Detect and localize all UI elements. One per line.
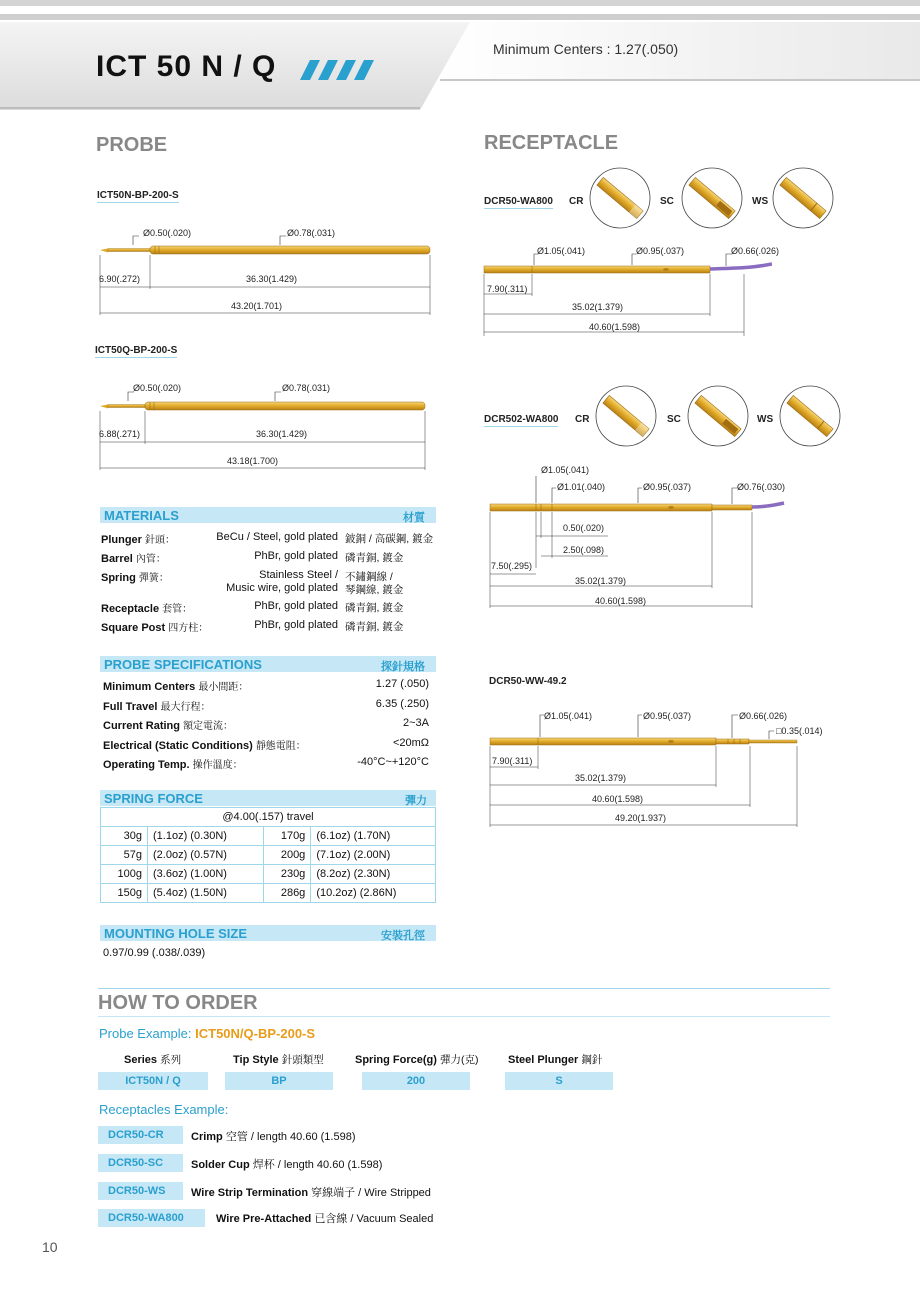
spring-title-cn: 彈力 [405,795,427,807]
stripes-icon [300,58,380,82]
tip-label-ws: WS [752,196,769,207]
how-to-order-title: HOW TO ORDER [98,992,258,1014]
order-steel-plunger-value: S [505,1072,613,1090]
probe-total-length: 43.20(1.701) [231,301,283,311]
spec-label: Full Travel 最大行程： [103,701,211,713]
tip-solder-cup-detail-icon [680,166,744,230]
table-cell: (7.1oz) (2.00N) [311,846,436,865]
tip-wire-strip-detail-icon [778,384,842,448]
material-label: Barrel 內管： [101,553,166,565]
tip-wire-strip-detail-icon [771,166,835,230]
table-cell: (2.0oz) (0.57N) [148,846,264,865]
receptacle-step-2: 2.50(.098) [563,545,605,555]
receptacle-description: Wire Pre-Attached 已含線 / Vacuum Sealed [216,1213,434,1225]
table-cell: 286g [264,884,311,903]
receptacle-diameter-2: Ø0.95(.037) [636,246,685,256]
table-row [101,846,436,865]
material-label: Plunger 針頭： [101,534,176,546]
receptacle-section-title: RECEPTACLE [484,132,619,154]
receptacle-code: DCR50-WS [98,1182,183,1200]
table-row [101,884,436,903]
table-cell: 170g [264,827,311,846]
material-value-cn: 不鏽鋼線 / [345,571,393,583]
receptacle-code: DCR50-SC [98,1154,183,1172]
receptacle-length-4: 49.20(1.937) [615,813,667,823]
spec-value: 6.35 (.250) [375,698,429,710]
receptacle-diameter-1: Ø1.05(.041) [537,246,586,256]
order-column-header: Spring Force(g) 彈力(克) [355,1054,479,1066]
material-value: Stainless Steel / [259,569,338,581]
material-value: PhBr, gold plated [254,550,338,562]
square-post-size: □0.35(.014) [776,726,823,736]
receptacle-length-1: 7.90(.311) [487,284,528,294]
table-cell: 230g [264,865,311,884]
materials-title-cn: 材質 [403,512,425,524]
material-value-cn: 磷青銅, 鍍金 [345,552,404,564]
receptacle-length-2: 35.02(1.379) [572,302,624,312]
section-divider [98,988,830,989]
receptacle-length-3: 40.60(1.598) [595,596,647,606]
receptacle-diameter-2: Ø0.95(.037) [643,711,692,721]
table-cell: (8.2oz) (2.30N) [311,865,436,884]
spring-force-table [100,807,436,903]
mounting-title-cn: 安裝孔徑 [381,930,425,942]
receptacle-diameter-2: Ø0.95(.037) [643,482,692,492]
table-row [101,827,436,846]
probe-tip-diameter: Ø0.50(.020) [133,383,182,393]
probe-barrel-diameter: Ø0.78(.031) [287,228,336,238]
spec-value: 1.27 (.050) [375,678,429,690]
material-label: Receptacle 套管： [101,603,193,615]
order-column-header: Steel Plunger 鋼針 [508,1054,603,1066]
spec-label: Electrical (Static Conditions) 靜態電阻： [103,740,306,752]
spec-value: <20mΩ [392,737,429,749]
receptacle-diameter-1: Ø1.05(.041) [541,465,590,475]
probe-barrel-length: 36.30(1.429) [246,274,298,284]
receptacle-diameter-3: Ø0.66(.026) [731,246,780,256]
mounting-title: MOUNTING HOLE SIZE [104,926,247,941]
materials-title: MATERIALS [104,508,179,523]
receptacles-example: Receptacles Example: [99,1102,229,1117]
receptacle-drawing [488,705,808,830]
tip-label-sc: SC [667,414,681,425]
receptacle-diameter-3: Ø0.76(.030) [737,482,786,492]
receptacle-part-number: DCR502-WA800 [484,414,559,425]
receptacle-length-2: 35.02(1.379) [575,576,627,586]
receptacle-diameter-1b: Ø1.01(.040) [557,482,606,492]
material-value: PhBr, gold plated [254,619,338,631]
receptacle-length-2: 35.02(1.379) [575,773,627,783]
tip-label-cr: CR [569,196,584,207]
receptacle-length-1: 7.50(.295) [491,561,533,571]
receptacle-diameter-1: Ø1.05(.041) [544,711,593,721]
receptacle-description: Crimp 空管 / length 40.60 (1.598) [191,1131,356,1143]
material-value-cn: 磷青銅, 鍍金 [345,602,404,614]
material-value: PhBr, gold plated [254,600,338,612]
tip-label-sc: SC [660,196,674,207]
order-column-header: Tip Style 針頭類型 [233,1054,324,1066]
order-column-header: Series 系列 [124,1054,182,1066]
probe-barrel-length: 36.30(1.429) [256,429,308,439]
section-divider [98,1016,830,1017]
material-value-cn: 鈹銅 / 高碳鋼, 鍍金 [345,533,434,545]
mounting-hole-value: 0.97/0.99 (.038/.039) [103,947,206,959]
order-spring-force-value: 200 [362,1072,470,1090]
spec-label: Minimum Centers 最小間距： [103,681,249,693]
table-cell: (6.1oz) (1.70N) [311,827,436,846]
specs-title-cn: 探針規格 [381,661,425,673]
spring-travel: @4.00(.157) travel [101,808,436,827]
table-cell: (10.2oz) (2.86N) [311,884,436,903]
receptacle-diameter-3: Ø0.66(.026) [739,711,788,721]
table-cell: 150g [101,884,148,903]
probe-section-title: PROBE [96,134,168,156]
table-cell: (5.4oz) (1.50N) [148,884,264,903]
table-cell: (1.1oz) (0.30N) [148,827,264,846]
table-cell: 30g [101,827,148,846]
receptacle-drawing [488,476,788,611]
receptacle-part-number: DCR50-WW-49.2 [489,676,567,687]
tip-crimp-detail-icon [588,166,652,230]
probe-tip-length: 6.90(.272) [99,274,141,284]
table-cell: 100g [101,865,148,884]
spec-label: Operating Temp. 操作溫度： [103,759,243,771]
receptacle-length-3: 40.60(1.598) [589,322,641,332]
probe-part-number: ICT50Q-BP-200-S [95,345,178,356]
page-title: ICT 50 N / Q [96,50,277,83]
receptacle-length-1: 7.90(.311) [492,756,533,766]
material-label: Square Post 四方柱： [101,622,209,634]
material-value-cn: 磷青銅, 鍍金 [345,621,404,633]
spring-title: SPRING FORCE [104,791,203,806]
table-cell: (3.6oz) (1.00N) [148,865,264,884]
table-row [101,865,436,884]
receptacle-length-3: 40.60(1.598) [592,794,644,804]
spec-value: 2~3A [403,717,429,729]
receptacle-step-1: 0.50(.020) [563,523,605,533]
tip-label-cr: CR [575,414,590,425]
spec-label: Current Rating 額定電流： [103,720,234,732]
tip-crimp-detail-icon [594,384,658,448]
table-cell: 200g [264,846,311,865]
probe-total-length: 43.18(1.700) [227,456,279,466]
material-value-2: Music wire, gold plated [226,582,338,594]
material-label: Spring 彈簧： [101,572,169,584]
material-value: BeCu / Steel, gold plated [216,531,338,543]
material-value-2-cn: 琴鋼線, 鍍金 [345,584,404,596]
receptacle-description: Wire Strip Termination 穿線端子 / Wire Stripped [191,1187,431,1199]
receptacle-code: DCR50-WA800 [98,1209,205,1227]
receptacle-code: DCR50-CR [98,1126,183,1144]
order-tip-style-value: BP [225,1072,333,1090]
order-series-value: ICT50N / Q [98,1072,208,1090]
receptacle-description: Solder Cup 焊杯 / length 40.60 (1.598) [191,1159,383,1171]
tip-solder-cup-detail-icon [686,384,750,448]
page-number: 10 [42,1239,58,1255]
tip-label-ws: WS [757,414,774,425]
probe-barrel-diameter: Ø0.78(.031) [282,383,331,393]
probe-example: Probe Example: ICT50N/Q-BP-200-S [99,1026,316,1041]
probe-part-number: ICT50N-BP-200-S [97,190,179,201]
table-cell: 57g [101,846,148,865]
probe-tip-diameter: Ø0.50(.020) [143,228,192,238]
minimum-centers: Minimum Centers : 1.27(.050) [493,41,679,57]
specs-title: PROBE SPECIFICATIONS [104,657,262,672]
spec-value: -40°C~+120°C [357,756,429,768]
probe-tip-length: 6.88(.271) [99,429,141,439]
receptacle-part-number: DCR50-WA800 [484,196,553,207]
